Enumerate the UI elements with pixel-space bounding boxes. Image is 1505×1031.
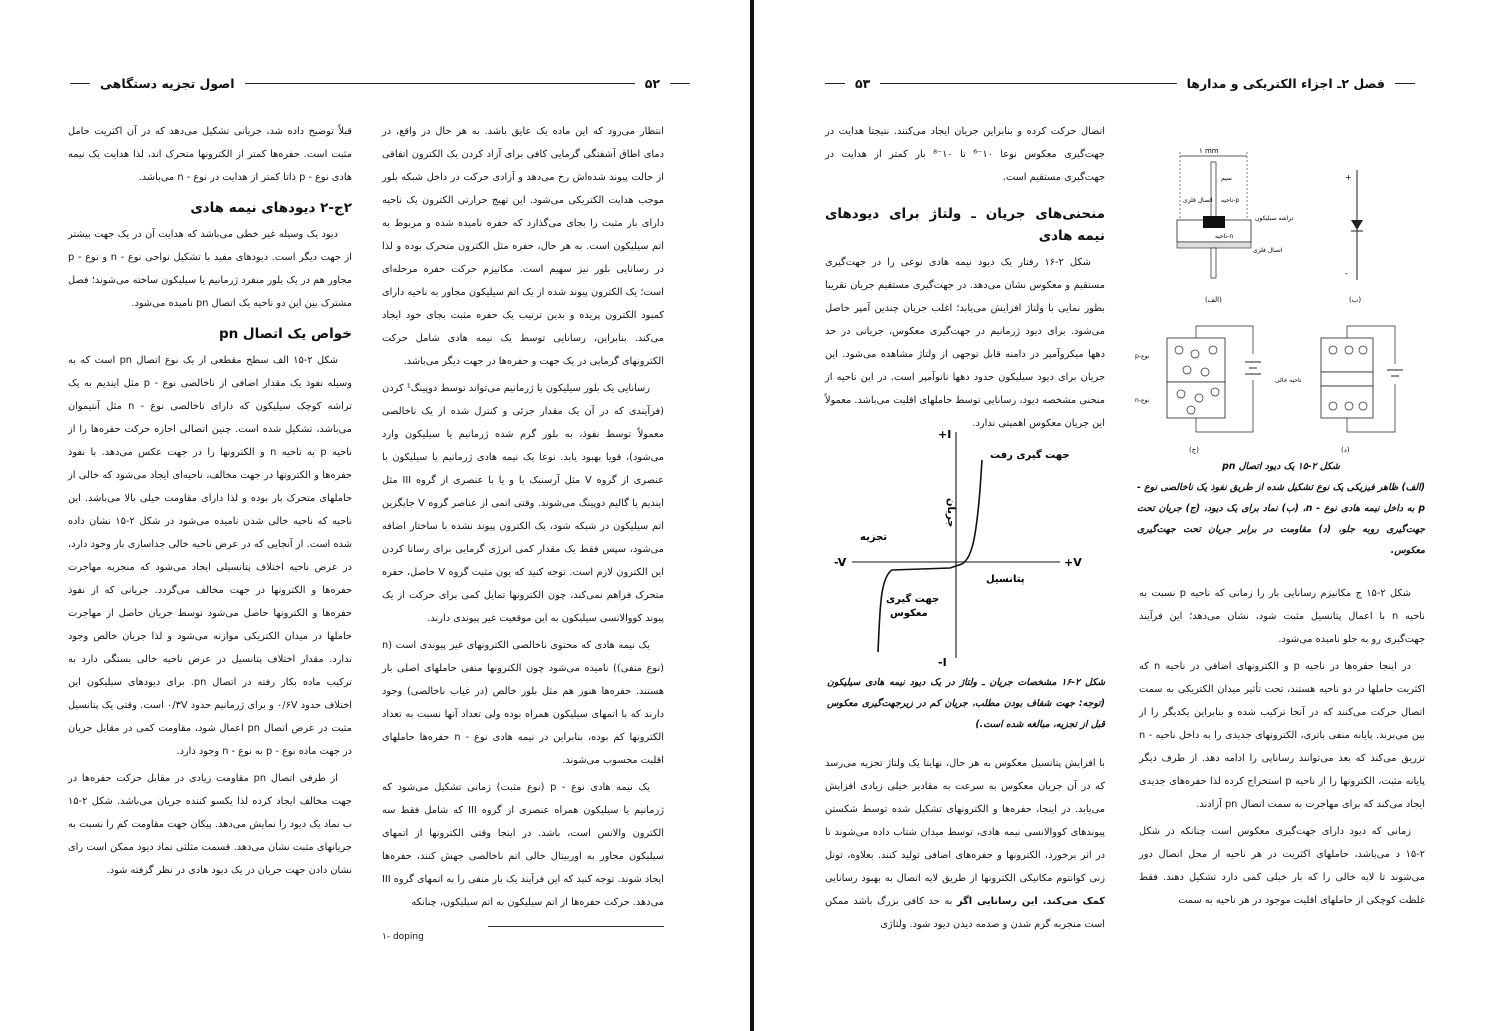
running-head-right <box>815 72 1425 94</box>
forward-bias-label: جهت گیری رفت <box>990 450 1070 461</box>
rule <box>245 83 635 84</box>
n-block <box>1167 382 1225 418</box>
plus-sign: + <box>1345 173 1352 182</box>
potential-label: پتانسیل <box>986 574 1025 585</box>
paragraph: در اینجا حفره‌ها در ناحیه p و الکترونهای اضافی در ناحیه n که اکثریت حاملها در دو ناحیه هستند، تحت تأثیر میدان الکتریکی به سمت اتصال حرکت می‌کنند که در آنجا ترکیب شده و بنابراین یکدیگر را از بین می‌برند. پایانه منفی باتری، الکترونهای جدیدی را به داخل ناحیه - n تزریق می‌کند که بعد می‌توانند رسانایی را ادامه دهد. از طرف دیگر پایانه مثبت، الکترونها را از ناحیه p استخراج کرده لذا حفره‌های جدیدی ایجاد می‌کند که برای مهاجرت به سمت اتصال pn آزادند. <box>1139 661 1425 810</box>
rule <box>670 83 690 84</box>
x-left-label: -V <box>834 556 847 569</box>
fig-b-label: (ب) <box>1349 296 1362 304</box>
fig-c-forward-bias <box>1135 326 1261 454</box>
paragraph <box>825 752 1105 936</box>
paragraph-text: با افزایش پتانسیل معکوس به هر حال، نهایتا یک ولتاژ تجزیه می‌رسد که در آن جریان معکوس به سرعت به مقادیر خیلی زیادی افزایش می‌یابد. در اینجا، حفره‌ها و الکترونهای تشکیل شده توسط شکستن پیوندهای کووالانسی نیمه هادی، توسط میدان شتاب داده می‌شوند تا در اثر برخورد، الکترونها و حفره‌های اضافی تولید کنند. بعلاوه، تونل زنی کوانتوم مکانیکی الکترونها از طریق لایه اتصال به بهبود رسانایی <box>825 758 1105 884</box>
p-block <box>1167 338 1225 382</box>
reverse-bias-label: معکوس <box>890 608 928 619</box>
pn-junction-figure <box>1125 140 1435 465</box>
n-region-label: ناحیه-n <box>1215 233 1234 240</box>
page-gutter <box>750 0 754 1031</box>
fig-d-label: (د) <box>1341 446 1350 454</box>
fig-b-diode-symbol <box>1345 170 1363 304</box>
bottom-wire <box>1211 248 1216 278</box>
fig-c-label: (ج) <box>1189 446 1199 454</box>
wire <box>1211 162 1216 220</box>
section-heading: ۲ج-۲ دیودهای نیمه هادی <box>190 200 352 216</box>
left-page <box>0 0 750 1031</box>
caption-title: شکل ۲-۱۵ یک دیود اتصال pn <box>1222 461 1340 472</box>
right-page <box>755 0 1505 1031</box>
paragraph: شکل ۲-۱۵ ج مکانیزم رسانایی بار را زمانی که ناحیه p نسبت به ناحیه n با اعمال پتانسیل مثبت شود، نشان می‌دهد؛ این فرآیند جهت‌گیری رو به جلو نامیده می‌شود. <box>1139 588 1426 645</box>
fig-d-reverse-bias <box>1275 326 1403 454</box>
fig-a-label: (الف) <box>1205 296 1222 304</box>
iv-curve <box>878 460 982 652</box>
p-region-label: ناحیه-p <box>1221 197 1240 204</box>
page-number: ۵۲ <box>644 75 660 91</box>
y-top-label: +I <box>938 428 952 441</box>
depletion-label: ناحیه خالی <box>1275 377 1302 384</box>
figure-2-15-caption <box>1137 456 1425 561</box>
x-right-label: +V <box>1064 556 1082 569</box>
running-head-left <box>60 72 700 94</box>
paragraph: شکل ۲-۱۵ الف سطح مقطعی از یک نوع اتصال pn است که به وسیله نفوذ یک مقدار اضافی از ناخالصی نوع - p مثل ایندیم به یک تراشه کوچک سیلیکون که دارای ناخالصی نوع - n مثل آنتیموان می‌باشد، تشکیل شده است. چنین اتصالی اجازه حرکت حفره‌ها را از ناحیه p به ناحیه n و الکترونها را در جهت عکس می‌دهد. با نفوذ حفره‌ها و الکترونها در جهت مخالف، ناحیه‌ای ایجاد می‌شود که خالی از حاملهای متحرک بار بوده و لذا دارای مقاومت خیلی بالا می‌باشد. این ناحیه که ناحیه خالی شدن نامیده می‌شود در شکل ۲-۱۵ نشان داده شده است. از آنجایی که در عرض ناحیه خالی جداسازی بار وجود دارد، در عرض ناحیه اختلاف پتانسیلی ایجاد می‌شود که منجربه مهاجرت حفره‌ها و الکترونها در جهت مخالف می‌گردد. جریانی که از نفوذ حفره‌ها و الکترونها حاصل می‌شود توسط جریان حاصل از مهاجرت حاملها در میدان الکتریکی موازنه می‌شود و لذا جریان خالص وجود ندارد. مقدار اختلاف پتانسیل در عرض ناحیه خالی بستگی دارد به ترکیب ماده بکار رفته در اتصال pn. برای دیودهای سیلیکون این اختلاف حدود ۰/۶V و برای ژرمانیم حدود ۰/۳V است. وقتی یک پتانسیل مثبت در عرض اتصال pn اعمال شود، مقاومت کمی در مقابل جریان در جهت ماده نوع - p به نوع - n وجود دارد. <box>68 355 352 757</box>
rule <box>880 83 1176 84</box>
p-region <box>1203 216 1225 228</box>
p-type-label: p-نوع <box>1135 353 1150 360</box>
paragraph: انتظار می‌رود که این ماده یک عایق باشد. به هر حال در واقع، در دمای اطاق آشفتگی گرمایی کافی برای آزاد کردن یک الکترون اتفاقی از حالت پیوند شده‌اش رخ می‌دهد و آزادی حرکت در داخل شبکه بلور موجب هدایت الکتریکی می‌شود. این تهیج حرارتی الکترون یک ناحیه دارای بار مثبت را بجای می‌گذارد که حفره نامیده شده و مربوط به اتم سیلیکون است. به هر حال، حفره مثل الکترون متحرک بوده و لذا در رسانایی بلور نیز سهیم است. مکانیزم حرکت حفره مرحله‌ای است؛ یک الکترون پیوند شده از یک اتم سیلیکون مجاور به ناحیه دارای کمبود الکترون پریده و بدین ترتیب یک حفره مثبت بجای خود ایجاد می‌کند. بنابراین، رسانایی توسط یک نیمه هادی شامل حرکت الکترونهای گرمایی در یک جهت و حفره‌ها در جهت دیگر می‌باشد. <box>382 126 664 367</box>
paragraph: دیود یک وسیله غیر خطی می‌باشد که هدایت آن در یک جهت بیشتر از جهت دیگر است. دیودهای مفید با تشکیل نواحی نوع - n و نوع - p مجاور هم در یک بلور منفرد ژرمانیم یا سیلیکون ساخته می‌شوند؛ فصل مشترک بین این دو ناحیه یک اتصال pn نامیده می‌شود. <box>68 229 353 309</box>
bottom-contact <box>1177 242 1251 248</box>
iv-curve-figure <box>830 420 1110 675</box>
paragraph: زمانی که دیود دارای جهت‌گیری معکوس است چنانکه در شکل ۲-۱۵ د می‌باشد، حاملهای اکثریت در هر ناحیه از محل اتصال دور می‌شوند تا لایه خالی را که بار خیلی کمی دارد تشکیل دهند. فقط غلظت کوچکی از حاملهای اقلیت موجود در هر ناحیه به سمت <box>1139 826 1425 906</box>
rule <box>825 83 845 84</box>
metal-contact-label: اتصال فلزی <box>1253 247 1283 254</box>
footnote: ۱- doping <box>382 932 424 942</box>
rule <box>70 83 90 84</box>
figure-2-16-caption: شکل ۲-۱۶ مشخصات جریان ـ ولتاژ در یک دیود نیمه هادی سیلیکون (توجه: جهت شفاف بودن مطلب، جریان کم در زیرجهت‌گیری معکوس قبل از تجزیه، مبالغه شده است.) <box>827 677 1105 730</box>
footnote-rule <box>488 926 664 927</box>
dimension-label: ۱ mm <box>1199 147 1219 155</box>
wire-label: سیم <box>1221 175 1232 182</box>
bold-text: کمک می‌کند. این رسانایی اگر <box>956 896 1105 907</box>
diode-triangle <box>1351 220 1363 230</box>
chapter-title: فصل ۲ـ اجزاء الکتریکی و مدارها <box>1186 75 1385 91</box>
caption-body: (الف) ظاهر فیزیکی یک نوع تشکیل شده از طریق نفوذ یک ناخالصی نوع - p به داخل نیمه هادی نوع - n، (ب) نماد برای یک دیود، (ج) جریان تحت جهت‌گیری روبه جلو، (د) مقاومت در برابر جریان تحت جهت‌گیری معکوس. <box>1137 482 1425 556</box>
section-heading: خواص یک اتصال pn <box>218 326 352 342</box>
breakdown-label: تجزیه <box>860 532 888 543</box>
fig-a-physical-diode <box>1177 147 1294 304</box>
inner-column <box>825 120 1105 439</box>
outer-column <box>1139 582 1425 916</box>
silicon-chip-label: تراشه سیلیکون <box>1255 215 1294 222</box>
paragraph: قبلاً توضیح داده شد، جریانی تشکیل می‌دهد که در آن اکثریت حامل مثبت است. حفره‌ها کمتر از الکترونها متحرک اند، لذا هدایت یک نیمه هادی نوع - p ذاتا کمتر از هدایت در نوع - n می‌باشد. <box>68 126 352 183</box>
paragraph-text: به حد کافی بزرگ باشد ممکن است منجربه گرم شدن و صدمه دیدن دیود شود. ولتاژی <box>825 896 1105 930</box>
rule <box>1395 83 1415 84</box>
n-type-label: n-نوع <box>1135 397 1150 404</box>
paragraph: یک نیمه هادی نوع - p (نوع مثبت) زمانی تشکیل می‌شود که ژرمانیم یا سیلیکون همراه عنصری از گروه III که شامل فقط سه الکترون والانس است، باشد. در اینجا وقتی الکترونها از اتمهای سیلیکون مجاور به اوربیتال خالی اتم ناخالصی جهش کنند، حفره‌ها ایجاد شوند. توجه کنید که این فرآیند یک بار منفی را به اتمهای گروه III می‌دهد. حرکت حفره‌ها از اتم سیلیکون به اتم سیلیکون، چنانکه <box>382 782 664 908</box>
reverse-bias-label: جهت گیری <box>886 594 940 605</box>
paragraph: یک نیمه هادی که محتوی ناخالصی الکترونهای غیر پیوندی است (n (نوع منفی)) نامیده می‌شود چون الکترونها منفی حاملهای اصلی بار هستند. حفره‌ها هنوز هم مثل بلور خالص (در غیاب ناخالصی) وجود دارند که با اتمهای سیلیکون همراه بوده ولی تعداد آنها نسبت به تعداد الکترونها کم بوده، بنابراین در نیمه هادی نوع - n حفره‌ها حاملهای اقلیت محسوب می‌شوند. <box>382 640 664 766</box>
section-heading: منحنی‌های جریان ـ ولتاژ برای دیودهای نیمه هادی <box>825 206 1105 244</box>
book-title: اصول تجزیه دستگاهی <box>100 75 235 91</box>
inner-column-continued <box>825 752 1105 940</box>
current-label: جریان <box>945 498 956 528</box>
inner-column <box>382 120 664 918</box>
paragraph: اتصال حرکت کرده و بنابراین جریان ایجاد می‌کنند. نتیجتا هدایت در جهت‌گیری معکوس نوعا ۱۰⁻⁶ تا ۱۰⁻⁸ بار کمتر از هدایت در جهت‌گیری مستقیم است. <box>825 126 1105 183</box>
paragraph: از طرفی اتصال pn مقاومت زیادی در مقابل حرکت حفره‌ها در جهت مخالف ایجاد کرده لذا یکسو کننده جریان می‌باشد. شکل ۲-۱۵ ب نماد یک دیود را نمایش می‌دهد. پیکان جهت مقاومت کم را نسبت به جریانهای مثبت نشان می‌دهد. قسمت مثلثی نماد دیود ممکن است رای نشان دادن جهت جریان در یک دیود هادی در نظر گرفته شود. <box>68 773 352 876</box>
minus-sign: - <box>1345 269 1348 278</box>
metal-contact-label: اتصال فلزی <box>1183 197 1213 204</box>
paragraph: رسانایی یک بلور سیلیکون یا ژرمانیم می‌تواند توسط دوپینگ¹ کردن (فرآیندی که در آن یک مقدار جزئی و کنترل شده از یک ناخالصی معمولاً توسط نفوذ، به بلور گرم شده ژرمانیم یا سیلیکون وارد می‌شود)، قویا بهبود یابد. نوعا یک نیمه هادی ژرمانیم یا سیلیکون با عنصری از گروه V مثل آرسنیک یا و یا با عنصری از گروه III مثل ایندیم یا گالیم دوپینگ می‌شوند. وقتی اتمی از عناصر گروه V جایگزین اتم سیلیکون در شبکه شود، یک الکترون پیوند نشده با ساختار اضافه می‌شود، سپس فقط یک مقدار کمی انرژی گرمایی برای رسانا کردن این الکترون لازم است. توجه کنید که یون مثبت گروه V حاصل، حفره متحرک فراهم نمی‌کند، چون الکترونها تمایل کمی برای حرکت از یک پیوند کووالانسی سیلیکون به این موقعیت غیر پیوندی دارند. <box>382 383 664 624</box>
paragraph: شکل ۲-۱۶ رفتار یک دیود نیمه هادی نوعی را در جهت‌گیری مستقیم و معکوس نشان می‌دهد. در جهت‌گیری مستقیم جریان تقریبا بطور نمایی با ولتاژ افزایش می‌یابد؛ اغلب جریان چندین آمپر حاصل می‌شود. برای دیود ژرمانیم در جهت‌گیری معکوس، جریانی در حد دهها میکروآمپر در دامنه قابل توجهی از ولتاژ مشاهده می‌شود. این جریان برای دیود سیلیکون حدود دهها نانوآمپر است. در این ناحیه از منحنی مشخصه دیود، رسانایی توسط حاملهای اقلیت می‌باشد. معمولاً این جریان معکوس اهمیتی ندارد. <box>825 257 1105 429</box>
outer-column <box>68 120 352 886</box>
y-bottom-label: -I <box>938 656 947 669</box>
depletion-layer <box>1321 372 1373 386</box>
p-block <box>1321 338 1373 372</box>
page-number: ۵۳ <box>855 75 871 91</box>
n-block <box>1321 386 1373 418</box>
